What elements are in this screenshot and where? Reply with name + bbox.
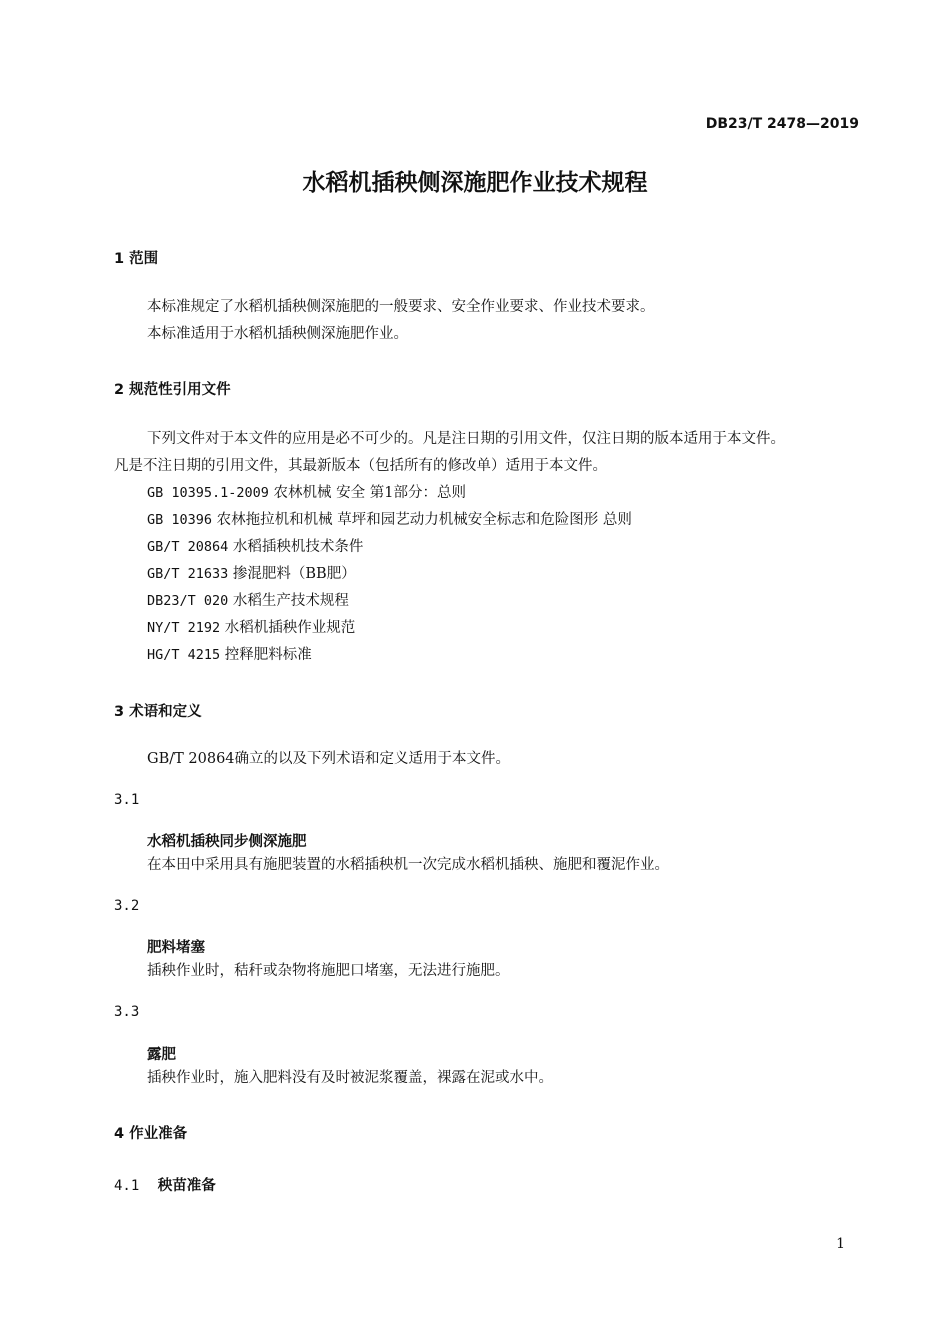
section-4-heading: 4 作业准备: [114, 1126, 188, 1142]
reference-code: DB23/T 020: [147, 593, 229, 609]
term-number: 3.3: [114, 1004, 140, 1020]
reference-name: 农林拖拉机和机械 草坪和园艺动力机械安全标志和危险图形 总则: [216, 512, 632, 528]
subsection-number: 4.1: [114, 1178, 140, 1194]
reference-code: GB/T 20864: [147, 539, 229, 555]
section-3-heading: 3 术语和定义: [114, 704, 202, 720]
reference-name: 水稻机插秧作业规范: [224, 620, 356, 636]
section-2-paragraph-line-2: 凡是不注日期的引用文件，其最新版本（包括所有的修改单）适用于本文件。: [114, 458, 607, 474]
section-2-heading: 2 规范性引用文件: [114, 382, 231, 398]
subsection-title: 秧苗准备: [157, 1178, 216, 1194]
section-1-paragraph-1: 本标准规定了水稻机插秧侧深施肥的一般要求、安全作业要求、作业技术要求。: [147, 299, 655, 315]
reference-item: [147, 615, 355, 642]
reference-item: [147, 642, 312, 669]
term-definition: 在本田中采用具有施肥装置的水稻插秧机一次完成水稻机插秧、施肥和覆泥作业。: [147, 857, 669, 873]
term-title: 肥料堵塞: [147, 940, 205, 956]
reference-name: 掺混肥料（BB肥）: [232, 566, 356, 582]
reference-item: [147, 588, 349, 615]
term-title: 水稻机插秧同步侧深施肥: [147, 834, 307, 850]
reference-name: 水稻生产技术规程: [232, 593, 349, 609]
document-code: DB23/T 2478—2019: [705, 116, 859, 132]
reference-item: [147, 480, 466, 507]
reference-item: [147, 534, 363, 561]
term-title: 露肥: [147, 1047, 176, 1063]
section-2-paragraph-line-1: 下列文件对于本文件的应用是必不可少的。凡是注日期的引用文件，仅注日期的版本适用于本文件。: [147, 431, 785, 447]
document-title: 水稻机插秧侧深施肥作业技术规程: [302, 170, 648, 196]
reference-item: [147, 507, 632, 534]
reference-code: GB 10396: [147, 512, 213, 528]
reference-code: GB/T 21633: [147, 566, 229, 582]
section-1-paragraph-2: 本标准适用于水稻机插秧侧深施肥作业。: [147, 326, 408, 342]
reference-name: 农林机械 安全 第1部分：总则: [273, 485, 466, 501]
term-definition: 插秧作业时，秸秆或杂物将施肥口堵塞，无法进行施肥。: [147, 963, 510, 979]
reference-name: 控释肥料标准: [224, 647, 312, 663]
section-3-intro: GB/T 20864确立的以及下列术语和定义适用于本文件。: [147, 751, 511, 767]
term-number: 3.2: [114, 898, 140, 914]
reference-code: NY/T 2192: [147, 620, 221, 636]
term-definition: 插秧作业时，施入肥料没有及时被泥浆覆盖，裸露在泥或水中。: [147, 1070, 553, 1086]
section-1-heading: 1 范围: [114, 251, 159, 267]
term-number: 3.1: [114, 792, 140, 808]
page-number: 1: [836, 1236, 845, 1252]
reference-code: GB 10395.1-2009: [147, 485, 269, 501]
reference-name: 水稻插秧机技术条件: [232, 539, 364, 555]
reference-code: HG/T 4215: [147, 647, 221, 663]
reference-item: [147, 561, 356, 588]
subsection-heading: [114, 1174, 216, 1195]
